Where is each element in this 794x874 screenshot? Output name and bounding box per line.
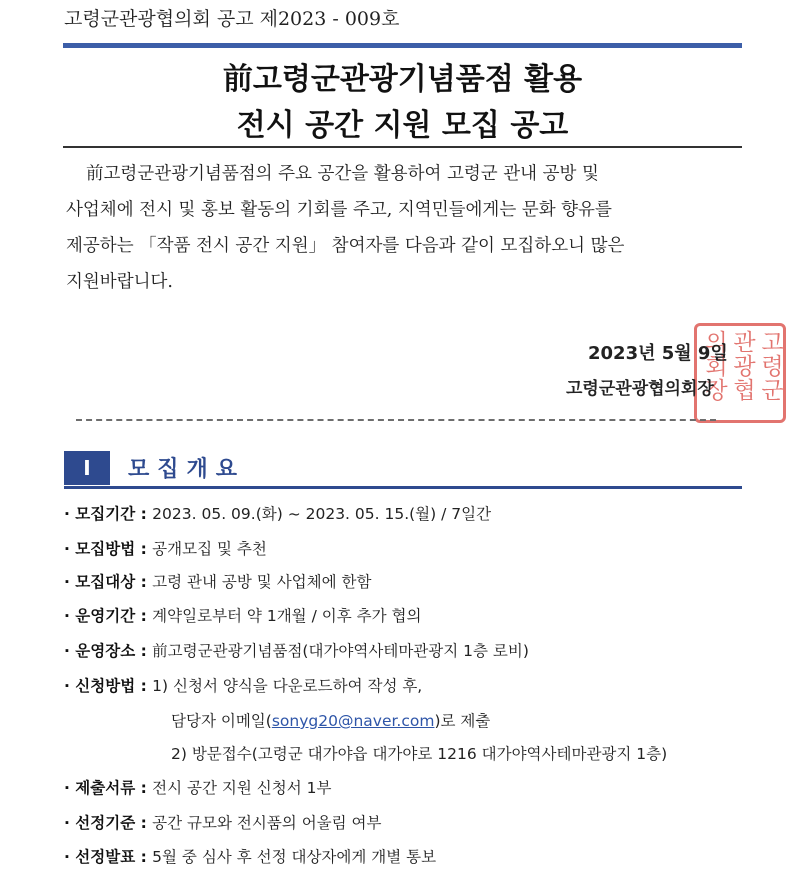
title-line-2: 전시 공간 지원 모집 공고: [236, 108, 569, 143]
item-period-value: 2023. 05. 09.(화) ~ 2023. 05. 15.(월) / 7일간: [152, 505, 492, 523]
item-apply-line-3: 2) 방문접수(고령군 대가야읍 대가야로 1216 대가야역사테마관광지 1층): [171, 745, 668, 763]
title-rule: [63, 146, 742, 148]
item-criteria: [64, 811, 382, 837]
section-number: Ⅰ: [64, 451, 110, 485]
item-operation-period-value: 계약일로부터 약 1개월 / 이후 추가 협의: [152, 607, 422, 625]
title-line-1: 前고령군관광기념품점 활용: [222, 62, 583, 97]
item-location-label: · 운영장소 :: [64, 642, 153, 660]
intro-line-4: 지원바랍니다.: [66, 272, 173, 292]
item-documents-label: · 제출서류 :: [64, 779, 153, 797]
contact-email-link[interactable]: sonyg20@naver.com: [271, 712, 435, 730]
item-announcement: [64, 845, 436, 871]
organization-name: 고령군관광협의회장: [566, 379, 714, 399]
item-apply: [64, 674, 422, 700]
item-period-label: · 모집기간 :: [64, 505, 153, 523]
item-announcement-label: · 선정발표 :: [64, 848, 153, 866]
intro-line-3: 제공하는 「작품 전시 공간 지원」 참여자를 다음과 같이 모집하오니 많은: [66, 236, 625, 256]
item-period: [64, 502, 491, 528]
item-method-label: · 모집방법 :: [64, 540, 153, 558]
apply-email-prefix: 담당자 이메일(: [171, 712, 272, 730]
item-location-value: 前고령군관광기념품점(대가야역사테마관광지 1층 로비): [152, 642, 529, 660]
section-rule: [64, 486, 742, 489]
dashed-divider: [76, 419, 716, 421]
item-method-value: 공개모집 및 추천: [152, 540, 267, 558]
official-seal: [694, 323, 786, 423]
item-apply-line-2: [171, 709, 490, 731]
notice-number: 고령군관광협의회 공고 제2023 - 009호: [64, 8, 400, 30]
section-title: 모집개요: [128, 457, 246, 482]
item-announcement-value: 5월 중 심사 후 선정 대상자에게 개별 통보: [152, 848, 437, 866]
intro-line-1: 前고령군관광기념품점의 주요 공간을 활용하여 고령군 관내 공방 및: [86, 164, 599, 184]
apply-email-suffix: )로 제출: [434, 712, 491, 730]
item-target-label: · 모집대상 :: [64, 573, 153, 591]
item-target-value: 고령 관내 공방 및 사업체에 한함: [152, 573, 372, 591]
intro-line-2: 사업체에 전시 및 홍보 활동의 기회를 주고, 지역민들에게는 문화 향유를: [66, 200, 612, 220]
announcement-date: 2023년 5월 9일: [588, 343, 728, 364]
item-documents-value: 전시 공간 지원 신청서 1부: [152, 779, 332, 797]
seal-text: 고령군관광협의회장: [701, 330, 783, 402]
item-criteria-label: · 선정기준 :: [64, 814, 153, 832]
item-criteria-value: 공간 규모와 전시품의 어울림 여부: [152, 814, 382, 832]
item-target: [64, 570, 371, 596]
item-apply-label: · 신청방법 :: [64, 677, 153, 695]
item-location: [64, 639, 529, 665]
item-operation-period: [64, 604, 421, 630]
item-documents: [64, 776, 331, 802]
item-method: [64, 537, 267, 563]
top-rule: [63, 43, 742, 48]
item-operation-period-label: · 운영기간 :: [64, 607, 153, 625]
item-apply-line-1: 1) 신청서 양식을 다운로드하여 작성 후,: [152, 677, 423, 695]
